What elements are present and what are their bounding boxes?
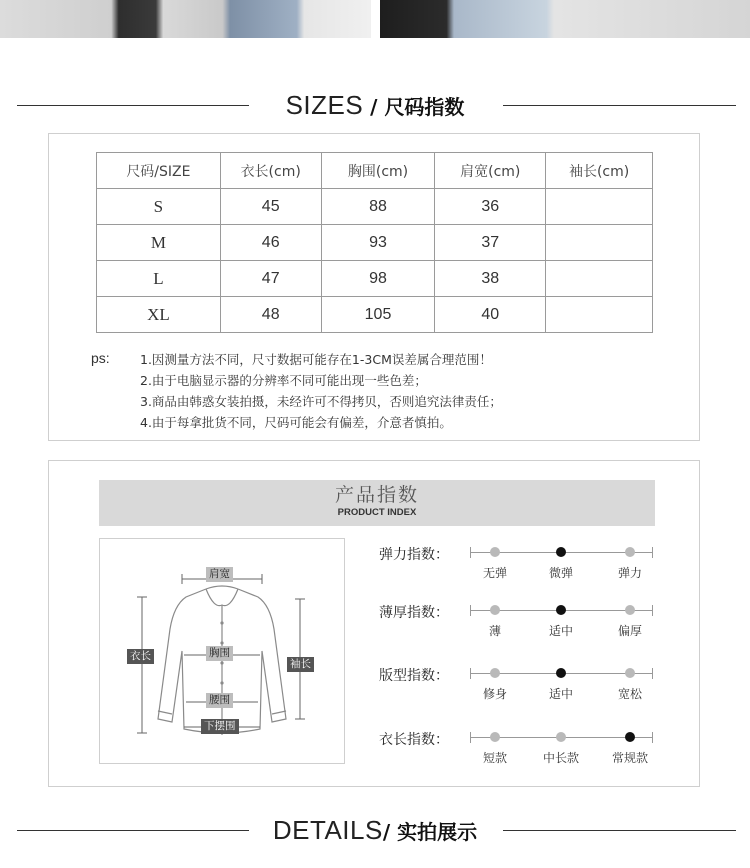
note-item: 2.由于电脑显示器的分辨率不同可能出现一些色差； — [140, 373, 427, 388]
index-option: 偏厚 — [617, 624, 642, 638]
product-index-banner — [99, 480, 655, 526]
size-table — [96, 152, 653, 333]
index-row-elasticity — [379, 544, 679, 584]
index-option: 常规款 — [611, 751, 648, 765]
hem-tag: 下摆围 — [201, 719, 239, 734]
measurement-diagram — [99, 538, 345, 764]
note-item: 1.因测量方法不同，尺寸数据可能存在1-3CM误差属合理范围！ — [140, 352, 492, 367]
product-index-panel — [48, 460, 700, 787]
note-item: 4.由于每拿批货不同，尺码可能会有偏差，介意者慎拍。 — [140, 415, 452, 430]
index-scale — [470, 544, 653, 560]
index-scale — [470, 602, 653, 618]
cell-size: L — [97, 261, 221, 297]
details-heading-cn: 实拍展示 — [397, 820, 478, 844]
cell-length: 48 — [220, 297, 321, 333]
cell-length: 46 — [220, 225, 321, 261]
notes-label: ps: — [91, 350, 110, 366]
scale-dot — [490, 547, 500, 557]
header-sleeve: 袖长(cm) — [546, 153, 653, 189]
cell-shoulder: 36 — [435, 189, 546, 225]
size-row-xl — [97, 297, 653, 333]
cell-chest: 98 — [321, 261, 435, 297]
sizes-heading-separator: / — [363, 95, 385, 119]
size-row-s — [97, 189, 653, 225]
scale-dot — [490, 732, 500, 742]
scale-dot — [625, 605, 635, 615]
cell-sleeve — [546, 189, 653, 225]
cell-shoulder: 40 — [435, 297, 546, 333]
index-label: 衣长指数： — [379, 732, 449, 748]
index-option: 适中 — [548, 687, 573, 701]
index-option: 薄 — [488, 624, 501, 638]
header-shoulder: 肩宽(cm) — [435, 153, 546, 189]
index-label: 薄厚指数： — [379, 605, 449, 621]
scale-dot — [625, 668, 635, 678]
scale-dot — [490, 605, 500, 615]
cell-sleeve — [546, 261, 653, 297]
details-heading-en: DETAILS — [272, 815, 383, 845]
sizes-heading-cn: 尺码指数 — [384, 95, 465, 119]
index-option: 短款 — [482, 751, 507, 765]
details-heading-title — [0, 810, 750, 850]
chest-tag: 胸围 — [206, 646, 233, 661]
sizes-heading-en: SIZES — [285, 90, 364, 120]
details-heading — [0, 810, 750, 850]
top-photo-strip — [0, 0, 750, 38]
cell-size: S — [97, 189, 221, 225]
scale-dot — [625, 547, 635, 557]
index-scale — [470, 729, 653, 745]
sizes-heading-title — [0, 85, 750, 125]
waist-tag: 腰围 — [206, 693, 233, 708]
scale-dot — [490, 668, 500, 678]
cell-length: 47 — [220, 261, 321, 297]
product-index-subtitle: PRODUCT INDEX — [337, 507, 417, 518]
size-row-l — [97, 261, 653, 297]
index-option: 无弹 — [482, 566, 507, 580]
index-scale — [470, 665, 653, 681]
index-option: 修身 — [482, 687, 507, 701]
notes-list — [140, 349, 502, 433]
product-photo-left — [0, 0, 371, 38]
scale-dot — [556, 547, 566, 557]
product-photo-right — [380, 0, 750, 38]
index-option: 微弹 — [548, 566, 573, 580]
cell-shoulder: 37 — [435, 225, 546, 261]
details-heading-separator: / — [382, 820, 398, 844]
index-option: 宽松 — [617, 687, 642, 701]
length-tag: 衣长 — [127, 649, 154, 664]
header-size: 尺码/SIZE — [97, 153, 221, 189]
header-chest: 胸围(cm) — [321, 153, 435, 189]
header-length: 衣长(cm) — [220, 153, 321, 189]
cell-size: XL — [97, 297, 221, 333]
shoulder-tag: 肩宽 — [206, 567, 233, 582]
sleeve-tag: 袖长 — [287, 657, 314, 672]
cell-sleeve — [546, 225, 653, 261]
index-row-thickness — [379, 602, 679, 642]
scale-dot — [556, 605, 566, 615]
size-table-header-row — [97, 153, 653, 189]
index-option: 中长款 — [542, 751, 579, 765]
index-label: 版型指数： — [379, 668, 449, 684]
size-row-m — [97, 225, 653, 261]
scale-dot — [556, 732, 566, 742]
index-option: 弹力 — [617, 566, 642, 580]
cell-size: M — [97, 225, 221, 261]
cell-chest: 88 — [321, 189, 435, 225]
index-option: 适中 — [548, 624, 573, 638]
cell-sleeve — [546, 297, 653, 333]
product-index-title: 产品指数 — [334, 484, 419, 506]
cell-length: 45 — [220, 189, 321, 225]
note-item: 3.商品由韩惑女装拍摄，未经许可不得拷贝，否则追究法律责任； — [140, 394, 502, 409]
index-row-fit — [379, 665, 679, 705]
index-row-length — [379, 729, 679, 769]
scale-dot — [556, 668, 566, 678]
cell-chest: 105 — [321, 297, 435, 333]
cell-chest: 93 — [321, 225, 435, 261]
index-label: 弹力指数： — [379, 547, 449, 563]
size-chart-panel — [48, 133, 700, 441]
sizes-heading — [0, 85, 750, 125]
scale-dot — [625, 732, 635, 742]
cell-shoulder: 38 — [435, 261, 546, 297]
